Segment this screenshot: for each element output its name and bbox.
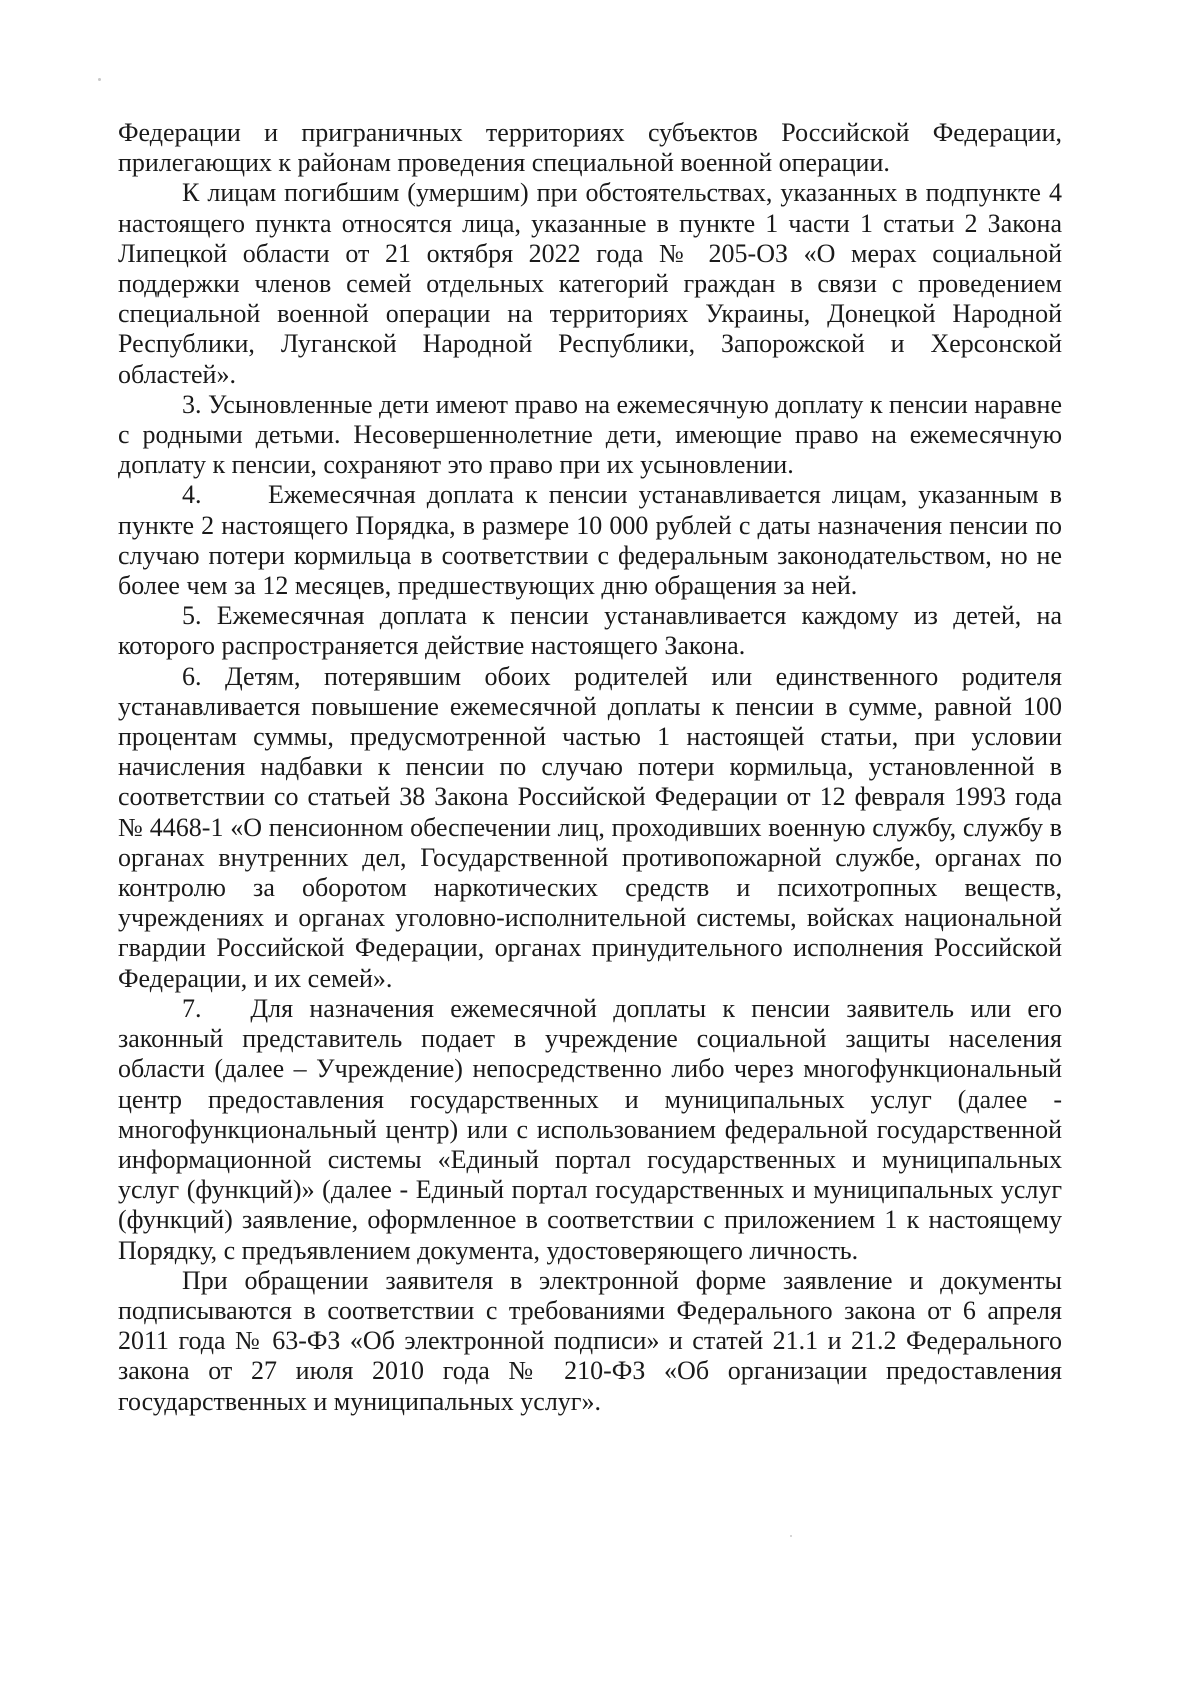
paragraph-item-4: 4. Ежемесячная доплата к пенсии устанавливается лицам, указанным в пункте 2 настоящего Порядка, в размере 10 000 рублей с даты назначения пенсии по случаю потери кормильца в соответствии с федеральным законодательством, но не более чем за 12 месяцев, предшествующих дню обращения за ней. [118,480,1069,601]
paragraph-deceased-persons: К лицам погибшим (умершим) при обстоятельствах, указанных в подпункте 4 настоящего пункта относятся лица, указанные в пункте 1 части 1 статьи 2 Закона Липецкой области от 21 октября 2022 года № 205-ОЗ «О мерах социальной поддержки членов семей отдельных категорий граждан в связи с проведением специальной военной операции на территориях Украины, Донецкой Народной Республики, Луганской Народной Республики, Запорожской и Херсонской областей». [118,178,1062,389]
document-body [118,118,1069,1417]
scan-artifact [790,1535,792,1537]
paragraph-item-5: 5. Ежемесячная доплата к пенсии устанавливается каждому из детей, на которого распространяется действие настоящего Закона. [118,601,1062,661]
paragraph-item-6: 6. Детям, потерявшим обоих родителей или единственного родителя устанавливается повышение ежемесячной доплаты к пенсии в сумме, равной 100 процентам суммы, предусмотренной частью 1 настоящей статьи, при условии начисления надбавки к пенсии по случаю потери кормильца, установленной в соответствии со статьей 38 Закона Российской Федерации от 12 февраля 1993 года № 4468-1 «О пенсионном обеспечении лиц, проходивших военную службу, службу в органах внутренних дел, Государственной противопожарной службе, органах по контролю за оборотом наркотических средств и психотропных веществ, учреждениях и органах уголовно-исполнительной системы, войсках национальной гвардии Российской Федерации, органах принудительного исполнения Российской Федерации, и их семей». [118,661,1062,993]
scan-artifact [98,78,101,81]
paragraph-item-7: 7. Для назначения ежемесячной доплаты к пенсии заявитель или его законный представитель подает в учреждение социальной защиты населения области (далее – Учреждение) непосредственно либо через многофункциональный центр предоставления государственных и муниципальных услуг (далее - многофункциональный центр) или с использованием федеральной государственной информационной системы «Единый портал государственных и муниципальных услуг (функций)» (далее - Единый портал государственных и муниципальных услуг (функций) заявление, оформленное в соответствии с приложением 1 к настоящему Порядку, с предъявлением документа, удостоверяющего личность. [118,993,1069,1265]
paragraph-continuation: Федерации и приграничных территориях субъектов Российской Федерации, прилегающих к районам проведения специальной военной операции. [118,118,1062,178]
paragraph-item-3: 3. Усыновленные дети имеют право на ежемесячную доплату к пенсии наравне с родными детьми. Несовершеннолетние дети, имеющие право на ежемесячную доплату к пенсии, сохраняют это право при их усыновлении. [118,389,1062,480]
paragraph-electronic-form: При обращении заявителя в электронной форме заявление и документы подписываются в соответствии с требованиями Федерального закона от 6 апреля 2011 года № 63-ФЗ «Об электронной подписи» и статей 21.1 и 21.2 Федерального закона от 27 июля 2010 года № 210-ФЗ «Об организации предоставления государственных и муниципальных услуг». [118,1265,1062,1416]
